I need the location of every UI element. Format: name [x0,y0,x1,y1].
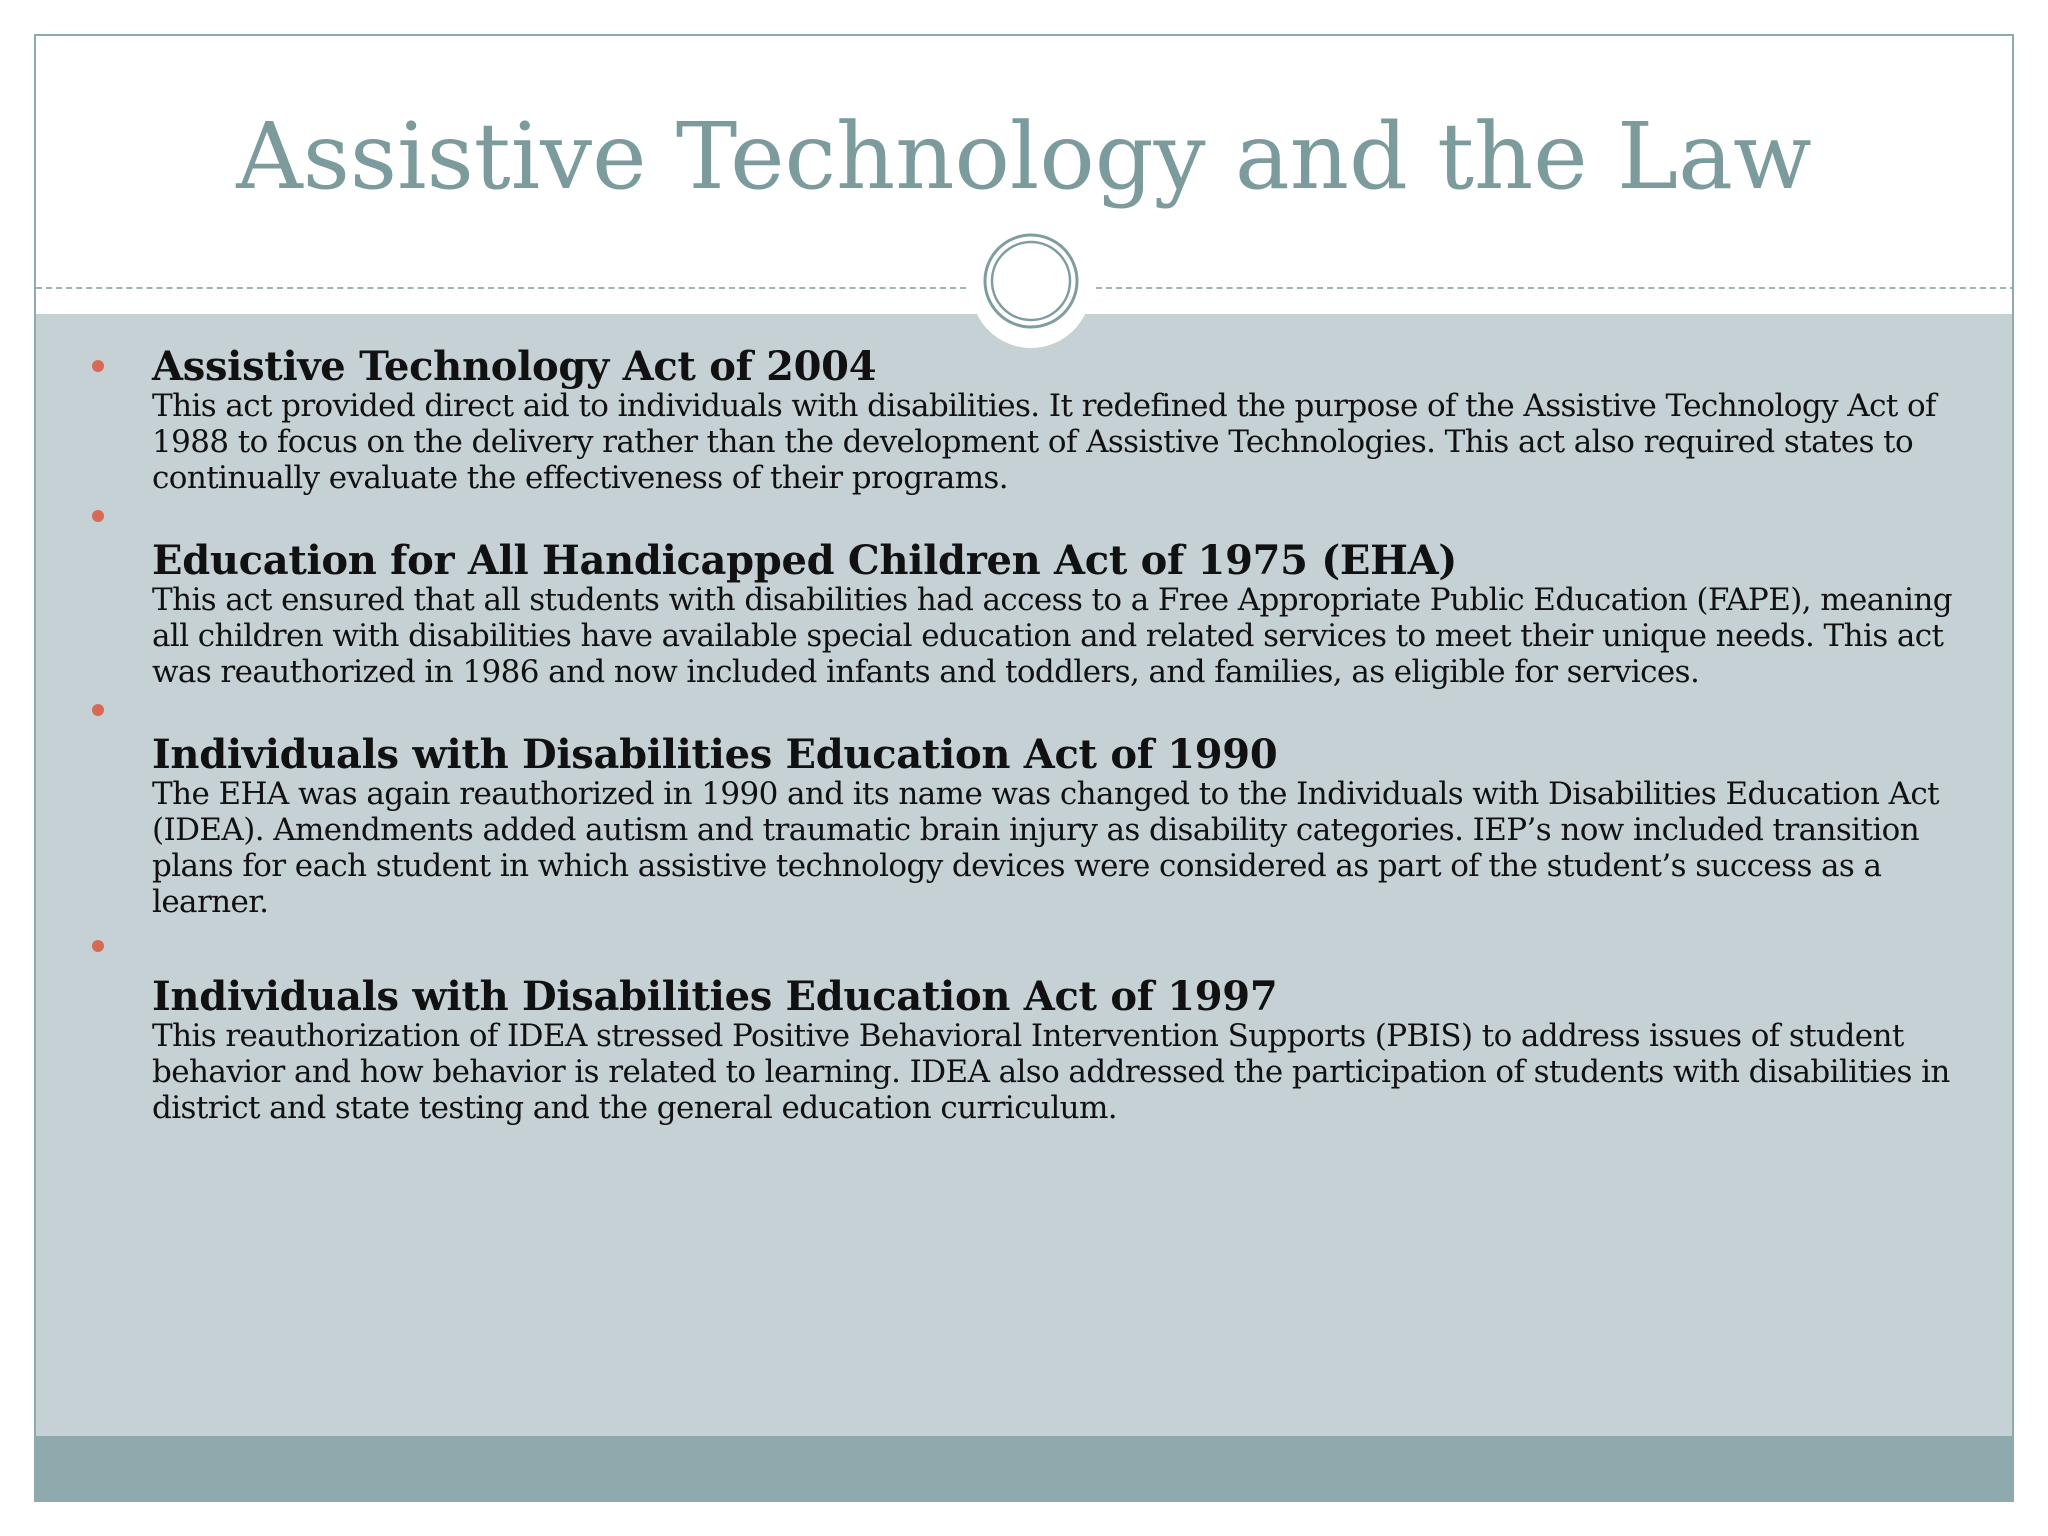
title-divider-right [1096,287,2014,289]
list-item [36,343,2012,496]
title-divider-left [36,287,966,289]
list-item [36,973,2012,1126]
bullet-icon [92,510,104,522]
item-heading: Individuals with Disabilities Education Act of 1990 [152,731,1278,778]
item-body: The EHA was again reauthorized in 1990 and its name was changed to the Individuals with Disabilities Education Act (IDEA). Amendments added autism and traumatic brain injury as disability categories. IEP’s now included transition plans for each student in which assistive technology devices were considered as part of the student’s success as a learner. [152,776,1939,920]
item-body: This act ensured that all students with disabilities had access to a Free Appropriate Public Education (FAPE), meaning all children with disabilities have available special education and related services to meet their unique needs. This act was reauthorized in 1986 and now included infants and toddlers, and families, as eligible for services. [152,582,1952,690]
slide [34,34,2014,1502]
double-ring-ornament-icon [982,232,1080,330]
bullet-icon [92,704,104,716]
item-body: This reauthorization of IDEA stressed Positive Behavioral Intervention Supports (PBIS) to address issues of student behavior and how behavior is related to learning. IDEA also addressed the participation of students with disabilities in district and state testing and the general education curriculum. [152,1018,1950,1126]
item-heading: Individuals with Disabilities Education Act of 1997 [152,973,1278,1020]
bullet-icon [92,360,104,372]
item-body: This act provided direct aid to individuals with disabilities. It redefined the purpose of the Assistive Technology Act of 1988 to focus on the delivery rather than the development of Assistive Technologies. This act also required states to continually evaluate the effectiveness of their programs. [152,388,1936,496]
item-heading: Assistive Technology Act of 2004 [152,343,877,390]
slide-title: Assistive Technology and the Law [236,103,1812,210]
list-item [36,537,2012,690]
list-item [36,731,2012,920]
footer-band [36,1436,2012,1502]
item-heading: Education for All Handicapped Children Act of 1975 (EHA) [152,537,1457,584]
law-list [36,343,2012,1126]
bullet-icon [92,940,104,952]
